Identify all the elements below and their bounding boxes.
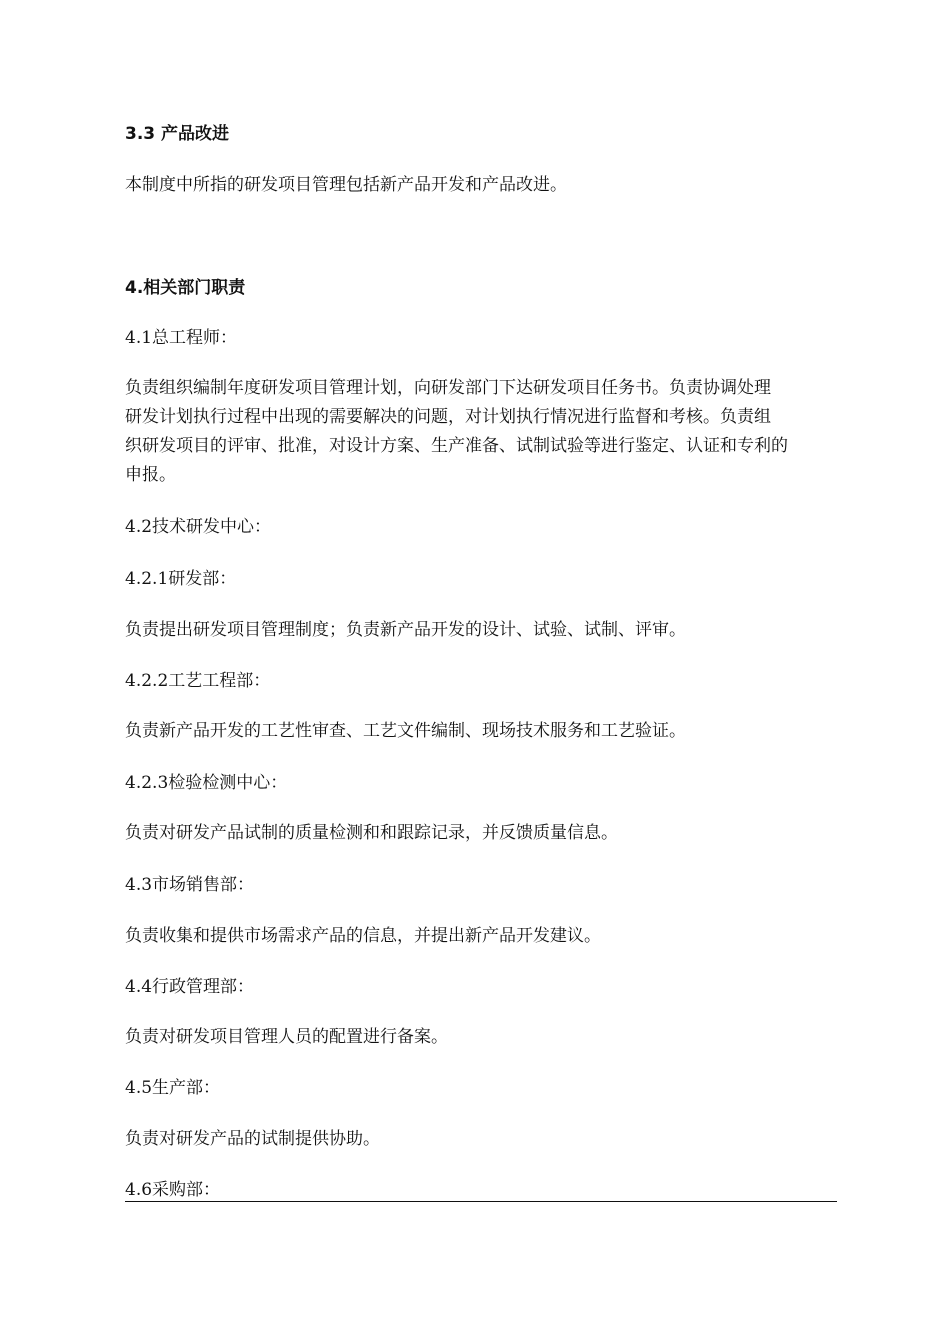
section-4-5-body: 负责对研发产品的试制提供协助。 — [125, 1129, 380, 1149]
section-4-heading: 4.相关部门职责 — [125, 278, 246, 298]
section-4-4-body: 负责对研发项目管理人员的配置进行备案。 — [125, 1027, 448, 1047]
section-4-1-body-line-2: 研发计划执行过程中出现的需要解决的问题，对计划执行情况进行监督和考核。负责组 — [125, 407, 771, 427]
section-4-1-body-line-3: 织研发项目的评审、批准，对设计方案、生产准备、试制试验等进行鉴定、认证和专利的 — [125, 436, 788, 456]
section-4-2-1-title: 4.2.1研发部： — [125, 569, 237, 589]
section-3-3-body: 本制度中所指的研发项目管理包括新产品开发和产品改进。 — [125, 175, 567, 195]
section-4-2-3-body: 负责对研发产品试制的质量检测和和跟踪记录，并反馈质量信息。 — [125, 823, 618, 843]
section-4-3-title: 4.3市场销售部： — [125, 875, 255, 895]
section-4-2-2-title: 4.2.2工艺工程部： — [125, 671, 271, 691]
section-4-5-title: 4.5生产部： — [125, 1078, 221, 1098]
section-4-6-title: 4.6采购部： — [125, 1180, 221, 1200]
footer-divider — [125, 1201, 837, 1202]
section-4-1-body-line-4: 申报。 — [125, 465, 176, 485]
section-4-2-3-title: 4.2.3检验检测中心： — [125, 773, 288, 793]
section-4-3-body: 负责收集和提供市场需求产品的信息，并提出新产品开发建议。 — [125, 926, 601, 946]
section-3-3-heading: 3.3 产品改进 — [125, 124, 230, 144]
section-4-1-title: 4.1总工程师： — [125, 328, 238, 348]
section-4-2-1-body: 负责提出研发项目管理制度；负责新产品开发的设计、试验、试制、评审。 — [125, 620, 686, 640]
section-4-2-2-body: 负责新产品开发的工艺性审查、工艺文件编制、现场技术服务和工艺验证。 — [125, 721, 686, 741]
section-4-1-body-line-1: 负责组织编制年度研发项目管理计划，向研发部门下达研发项目任务书。负责协调处理 — [125, 378, 771, 398]
section-4-2-title: 4.2技术研发中心： — [125, 517, 272, 537]
section-4-4-title: 4.4行政管理部： — [125, 977, 255, 997]
